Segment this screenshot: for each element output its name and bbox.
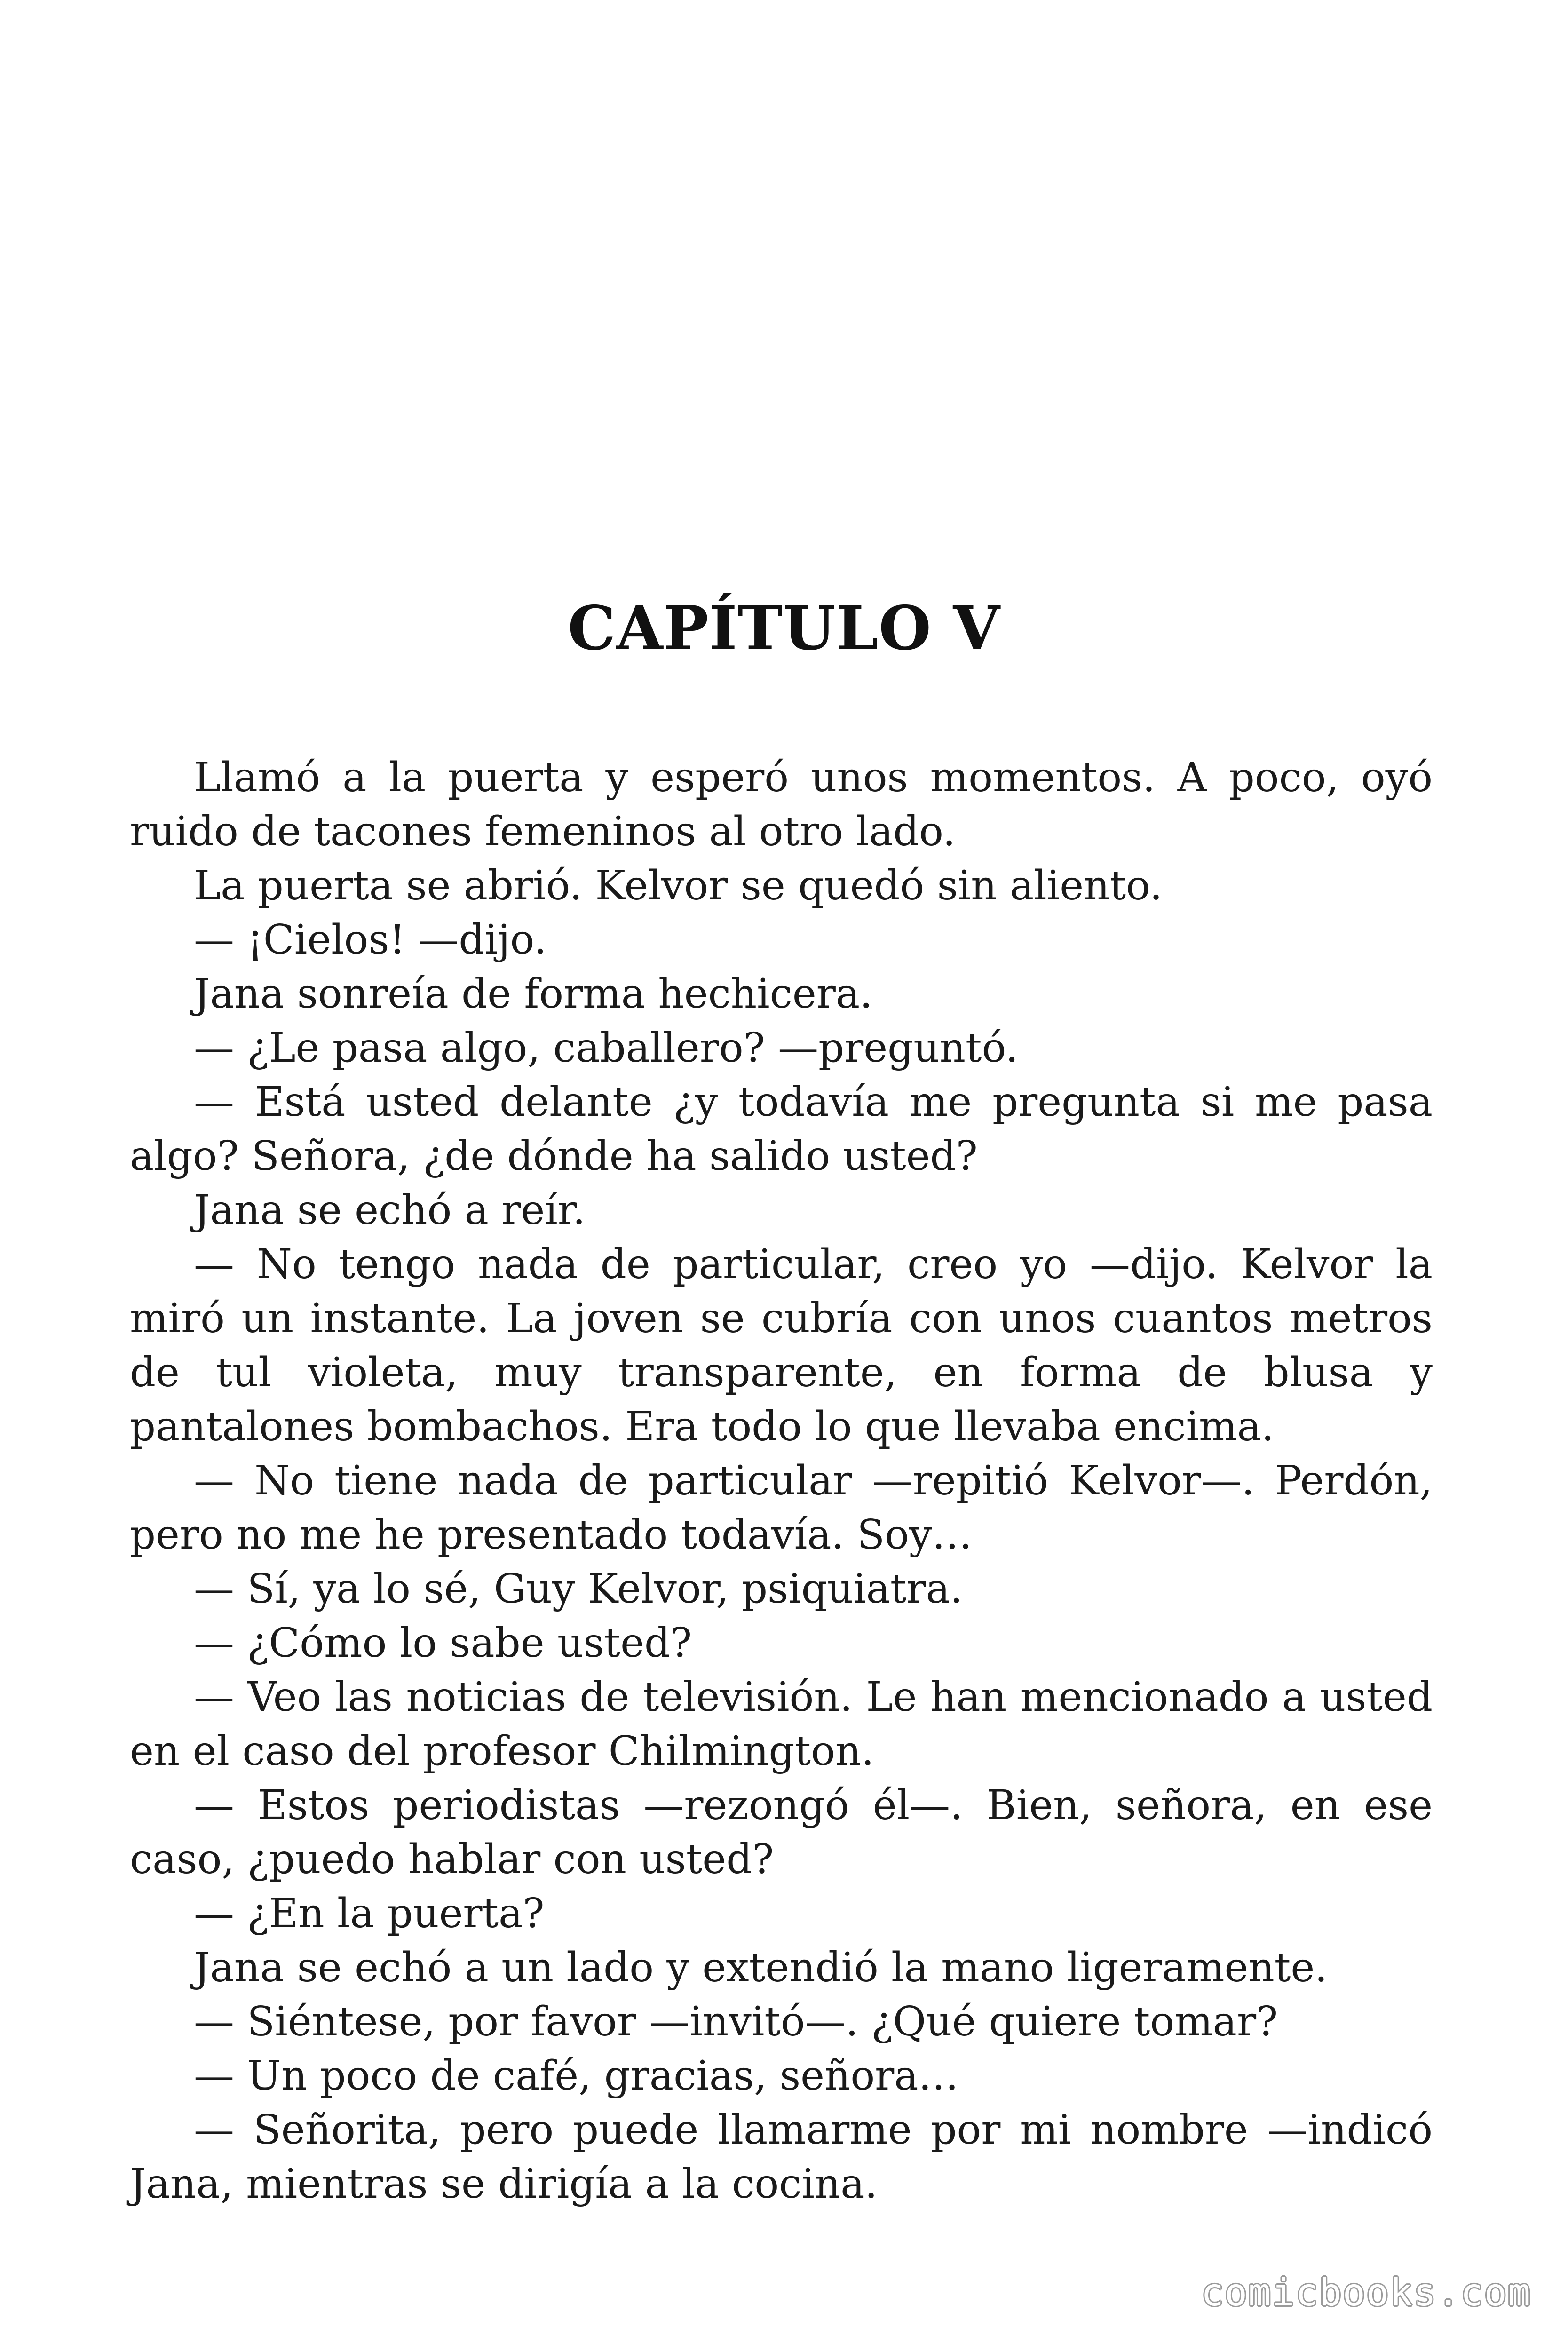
chapter-title: CAPÍTULO V [568, 593, 1000, 664]
watermark-logo: comicbooks.com [1201, 2271, 1531, 2314]
paragraph: La puerta se abrió. Kelvor se quedó sin aliento. [194, 862, 1163, 909]
paragraph: — Estos periodistas —rezongó él—. Bien, señora, en ese caso, ¿puedo hablar con usted? [130, 1782, 1433, 1883]
paragraph: — ¿Le pasa algo, caballero? —preguntó. [194, 1025, 1019, 1072]
chapter-body [130, 751, 1433, 2211]
paragraph: Jana se echó a reír. [194, 1187, 586, 1234]
paragraph: — Un poco de café, gracias, señora… [194, 2052, 959, 2099]
paragraph: Llamó a la puerta y esperó unos momentos. A poco, oyó ruido de tacones femeninos al otro lado. [130, 754, 1433, 855]
paragraph: Jana sonreía de forma hechicera. [194, 970, 873, 1017]
paragraph: — No tengo nada de particular, creo yo —dijo. Kelvor la miró un instante. La joven se cubría con unos cuantos metros de tul violeta, muy transparente, en forma de blusa y pantalones bombachos. Era todo lo que llevaba encima. [130, 1241, 1433, 1450]
paragraph: — Veo las noticias de televisión. Le han mencionado a usted en el caso del profesor Chilmington. [130, 1674, 1433, 1775]
paragraph: — ¡Cielos! —dijo. [194, 916, 547, 963]
paragraph: — Sí, ya lo sé, Guy Kelvor, psiquiatra. [194, 1565, 963, 1613]
paragraph: — No tiene nada de particular —repitió Kelvor—. Perdón, pero no me he presentado todavía. Soy… [130, 1457, 1433, 1558]
paragraph: — ¿Cómo lo sabe usted? [194, 1620, 692, 1667]
paragraph: — Siéntese, por favor —invitó—. ¿Qué quiere tomar? [194, 1998, 1278, 2045]
paragraph: Jana se echó a un lado y extendió la mano ligeramente. [194, 1944, 1328, 1991]
paragraph: — Está usted delante ¿y todavía me pregunta si me pasa algo? Señora, ¿de dónde ha salido usted? [130, 1079, 1433, 1180]
paragraph: — ¿En la puerta? [194, 1890, 545, 1937]
paragraph: — Señorita, pero puede llamarme por mi nombre —indicó Jana, mientras se dirigía a la cocina. [130, 2106, 1433, 2208]
